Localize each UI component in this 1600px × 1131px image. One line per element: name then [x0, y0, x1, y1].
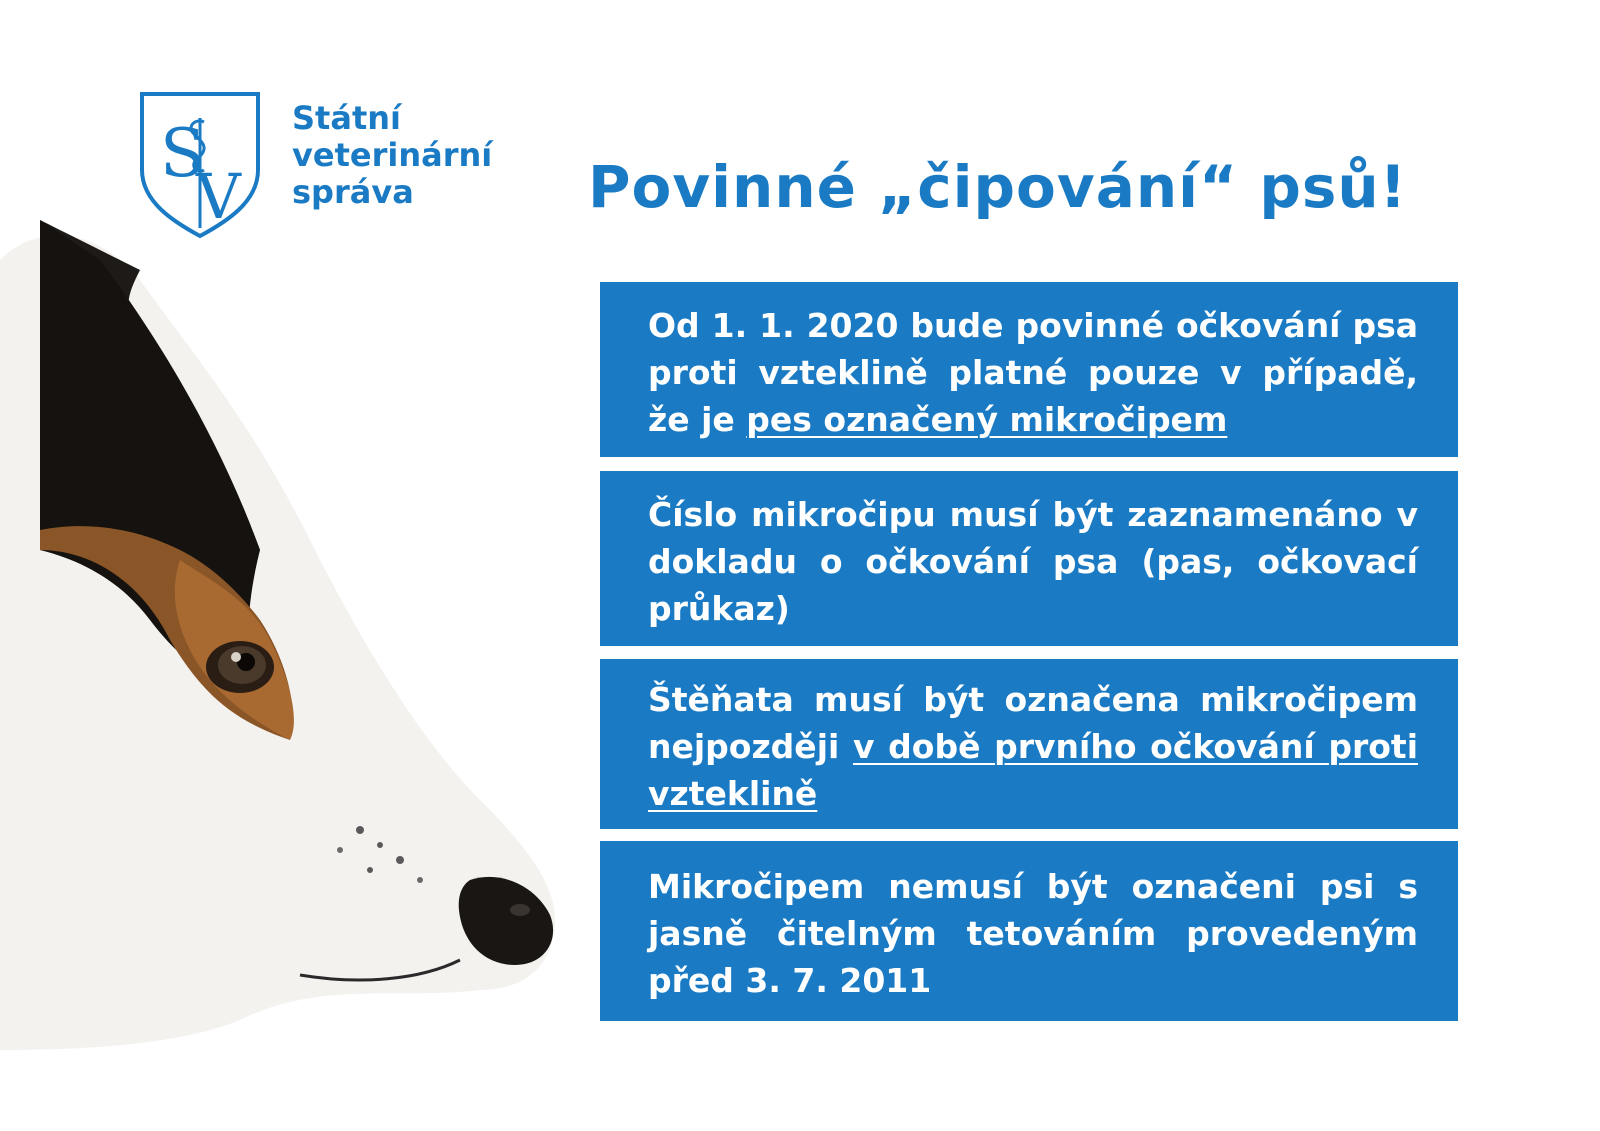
info-box-vaccination: [600, 282, 1458, 457]
svs-logo: [138, 90, 278, 240]
logo-line-2: veterinární: [292, 136, 493, 174]
info-box-tattoo-exception: [600, 841, 1458, 1021]
info-box-text-plain: Od 1. 1. 2020 bude povinné očkování psa proti vzteklině platné pouze v případě, že je: [648, 306, 1418, 439]
logo-letter-v: V: [196, 160, 241, 233]
info-box-chip-number: [600, 471, 1458, 646]
info-box-text: Číslo mikročipu musí být zaznamenáno v dokladu o očkování psa (pas, očkovací průkaz): [648, 495, 1418, 628]
logo-line-1: Státní: [292, 99, 401, 137]
logo-text: [292, 100, 492, 211]
info-box-text-underlined: v době prvního očkování proti vzteklině: [648, 727, 1419, 813]
info-box-text-underlined: pes označený mikročipem: [746, 400, 1228, 439]
info-box-puppies: [600, 659, 1458, 829]
dog-profile-image: [0, 220, 560, 1050]
logo-line-3: správa: [292, 173, 414, 211]
svs-shield-caduceus-icon: [138, 90, 278, 240]
info-box-text-plain: Štěňata musí být označena mikročipem nejpozději: [648, 680, 1418, 766]
logo-letter-s: S: [160, 115, 206, 192]
info-box-text: [648, 302, 1418, 443]
page-title: Povinné „čipování“ psů!: [588, 153, 1408, 221]
info-box-text: [648, 676, 1418, 817]
info-box-text: Mikročipem nemusí být označeni psi s jasně čitelným tetováním provedeným před 3. 7. 2011: [648, 867, 1418, 1000]
